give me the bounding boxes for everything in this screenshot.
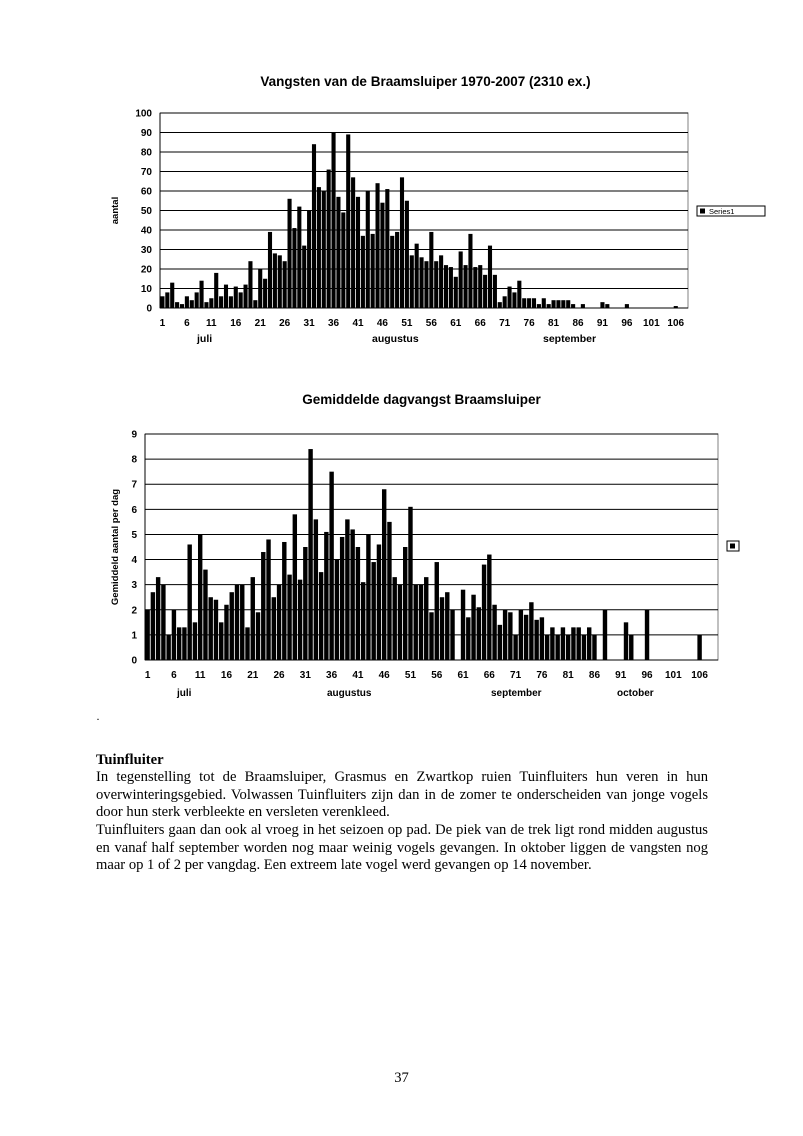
chart1-bar [180,304,184,308]
chart1-legend-swatch [700,209,705,214]
chart1-bar [204,302,208,308]
chart2-bar [172,610,176,660]
chart1-x-tick-label: 86 [572,318,584,329]
chart1-bar [224,285,228,308]
chart1-x-tick-label: 71 [499,318,511,329]
chart1-x-tick-label: 56 [425,318,437,329]
chart2-bar [161,585,165,660]
chart1-bar [327,170,331,308]
chart1-bar [537,304,541,308]
chart1-bar [512,292,516,308]
chart2-bar [419,585,423,660]
chart1-x-tick-label: 101 [642,318,660,329]
chart2-x-tick-label: 6 [171,670,177,681]
chart1-x-tick-label: 76 [523,318,535,329]
chart2-y-tick-label: 0 [131,655,137,667]
chart1-y-tick-label: 80 [140,147,152,159]
page-number: 37 [394,1070,409,1086]
chart2-bar [697,635,701,660]
chart2-bar [230,592,234,660]
chart2-x-tick-label: 11 [194,670,206,681]
chart2-bar [487,555,491,660]
chart2-bar [293,514,297,660]
chart1-bar [190,300,194,308]
chart2-bar [335,560,339,660]
chart1-x-tick-label: 106 [667,318,685,329]
chart1-bar [200,281,204,308]
chart2-x-tick-label: 51 [404,670,417,681]
chart1-bar [244,285,248,308]
chart1-bar [522,298,526,308]
chart1-bar [366,191,370,308]
chart2-bar [445,592,449,660]
chart2-bar [392,577,396,660]
chart2-bar [424,577,428,660]
chart1-bar [478,265,482,308]
chart2-bar [555,635,559,660]
chart1-x-tick-label: 1 [159,318,166,329]
chart2-bar [245,627,249,660]
chart2-bar [513,635,517,660]
section-paragraph-1: In tegenstelling tot de Braamsluiper, Grasmus en Zwartkop ruien Tuinfluiters hun veren in hun overwinteringsgebied. Volwassen Tuinfluiters zijn dan in de zomer te onderscheiden van jonge vogels door hun sterk verbleekte en versleten verenkleed. [96,769,708,821]
chart2-bar [592,635,596,660]
chart2-bar [193,622,197,660]
chart1-bar [288,199,292,308]
chart1-y-tick-label: 50 [140,206,152,217]
chart2-bar [387,522,391,660]
chart2-bar [466,617,470,660]
chart2-bar [361,582,365,660]
chart1-bar [385,189,389,308]
chart2-legend-swatch [730,544,735,549]
chart2-y-tick-label: 8 [131,454,137,466]
chart2-y-tick-label: 2 [131,605,137,617]
chart1-bar [322,191,326,308]
chart1-y-tick-label: 100 [135,108,152,120]
chart2-x-tick-label: 61 [457,670,469,681]
chart2-bar [540,617,544,660]
chart2-bar [534,620,538,660]
chart1-bar [209,298,213,308]
chart2-bar [587,627,591,660]
chart2-bar [319,572,323,660]
chart2-bar [440,597,444,660]
chart2-bar [166,635,170,660]
chart1-x-tick-label: 11 [206,318,217,329]
chart2-bar [519,610,523,660]
chart2-y-tick-label: 3 [131,580,137,592]
chart2-bar [350,529,354,660]
chart1-bar [556,300,560,308]
chart1-svg [0,100,803,440]
chart2-month-october: october [617,688,654,699]
section-heading: Tuinfluiter [96,752,164,768]
chart1-bar [571,304,575,308]
chart1-month-september: september [543,333,597,345]
chart2-bar [482,565,486,660]
chart1-x-tick-label: 61 [450,318,462,329]
chart2-bar [366,534,370,660]
chart1-bar [488,246,492,308]
chart1-y-tick-label: 30 [140,245,152,256]
chart2-month-juli: juli [177,688,192,699]
chart2-bar [324,532,328,660]
chart2-bar [340,537,344,660]
section-paragraph-2: Tuinfluiters gaan dan ook al vroeg in het seizoen op pad. De piek van de trek ligt rond midden augustus en vanaf half september worden nog maar weinig vogels gevangen. In oktober liggen de vangsten nog maar op 1 of 2 per vangdag. Een extreem late vogel werd gevangen op 14 november. [96,822,708,874]
chart2-bar [461,590,465,660]
chart1-bar [625,304,629,308]
chart2-bar [314,519,318,660]
chart2-y-axis-label: Gemiddeld aantal per dag [110,488,121,606]
chart1-bar [175,302,179,308]
chart1-bar [429,232,433,308]
chart2-month-september: september [491,688,542,699]
chart1-month-juli: juli [197,333,213,345]
chart2-bar [198,534,202,660]
chart2-x-tick-label: 106 [691,670,708,681]
chart1-bar [400,177,404,308]
chart2-bar [251,577,255,660]
chart2-bar [287,575,291,660]
chart1-x-tick-label: 81 [547,318,560,329]
chart1-y-axis-label: aantal [110,196,121,225]
chart1-x-tick-label: 96 [621,318,633,329]
chart2-bar [298,580,302,660]
chart2-bar [645,610,649,660]
chart1-month-augustus: augustus [372,333,419,345]
chart1-bar [195,292,199,308]
chart1-bar [376,183,380,308]
chart2-x-tick-label: 86 [588,670,601,681]
chart1-bar [444,265,448,308]
chart2-bar [382,489,386,660]
chart1-bar [532,298,536,308]
chart2-bar [272,597,276,660]
chart1-y-tick-label: 90 [140,128,152,139]
chart2-bar [209,597,213,660]
chart2-x-tick-label: 41 [352,670,364,681]
chart2-bar [377,544,381,660]
chart2-bar [471,595,475,660]
chart2-x-tick-label: 21 [247,670,259,681]
stray-mark: · [96,712,100,726]
chart2-bar [224,605,228,660]
chart2-bar [187,544,191,660]
chart2-bar [414,585,418,660]
chart2-bar [629,635,633,660]
chart2-bar [529,602,533,660]
chart1-x-tick-label: 66 [474,318,486,329]
chart2-x-tick-label: 56 [431,670,443,681]
chart2-x-tick-label: 36 [326,670,338,681]
chart2-bar [561,627,565,660]
chart1-bar [317,187,321,308]
chart1-bar [268,232,272,308]
chart2-bar [503,610,507,660]
chart1-y-tick-label: 0 [146,303,152,315]
chart1-y-tick-label: 60 [140,186,152,198]
chart1-x-tick-label: 6 [184,318,190,329]
chart2-bar [576,627,580,660]
chart2-bar [356,547,360,660]
chart1-bar [292,228,296,308]
chart2-bar [524,615,528,660]
chart1-x-tick-label: 41 [352,318,364,329]
chart2-y-tick-label: 5 [131,529,137,541]
chart2-x-tick-label: 26 [273,670,285,681]
chart2-x-tick-label: 81 [562,670,574,681]
chart2-bar [603,610,607,660]
chart2-x-tick-label: 101 [664,670,682,681]
chart2-bar [545,635,549,660]
chart2-bar [582,635,586,660]
chart1-bar [517,281,521,308]
chart1-bar [493,275,497,308]
chart1-bar [527,298,531,308]
chart1-x-tick-label: 16 [230,318,242,329]
chart2-bar [566,635,570,660]
chart2-svg [0,420,803,720]
chart2-bar [508,612,512,660]
chart2-bar [235,585,239,660]
chart2-bar [156,577,160,660]
chart2-bar [203,570,207,660]
chart1-bar [263,279,267,308]
chart1-bar [356,197,360,308]
chart1-y-tick-label: 40 [140,225,152,237]
chart2-y-tick-label: 1 [131,630,137,642]
chart1-bar [283,261,287,308]
chart1-bar [307,211,311,309]
chart2-y-tick-label: 7 [131,479,137,491]
chart1-bar [600,302,604,308]
chart2-y-tick-label: 4 [131,555,137,567]
chart1-bar [566,300,570,308]
chart2-y-tick-label: 6 [131,504,137,516]
chart1-bar [552,300,556,308]
chart2-bar [329,472,333,660]
chart1-bar [278,255,282,308]
chart2-title: Gemiddelde dagvangst Braamsluiper [302,392,541,407]
chart1-bar [380,203,384,308]
chart2-bar [492,605,496,660]
chart1-bar [361,236,365,308]
chart2-bar [403,547,407,660]
chart1-bar [239,292,243,308]
chart1-bar [351,177,355,308]
chart1-bar [336,197,340,308]
chart1-bar [454,277,458,308]
chart1-bar [185,296,189,308]
chart1-bar [468,234,472,308]
chart1-bar [234,287,238,308]
chart2-bar [408,507,412,660]
chart1-bar [214,273,218,308]
chart2-bar [151,592,155,660]
chart2-bar [477,607,481,660]
chart1-bar [449,267,453,308]
chart1-bar [547,304,551,308]
chart1-x-tick-label: 46 [376,318,389,329]
chart1-bar [229,296,233,308]
chart1-bar [420,257,424,308]
chart1-y-tick-label: 20 [140,264,152,276]
chart2-bar [240,585,244,660]
chart1-x-tick-label: 36 [327,318,340,329]
chart1-x-tick-label: 51 [401,318,413,329]
chart1-x-tick-label: 31 [303,318,315,329]
chart2-x-tick-label: 96 [641,670,653,681]
chart1-y-tick-label: 10 [140,284,152,295]
chart2-x-tick-label: 31 [299,670,311,681]
chart2-bar [214,600,218,660]
chart1-bar [258,269,262,308]
chart2-bar [308,449,312,660]
chart1-bar [605,304,609,308]
chart2-bar [282,542,286,660]
chart2-bar [498,625,502,660]
chart1-x-tick-label: 91 [596,318,609,329]
chart2-bar [277,585,281,660]
chart2-bar [177,627,181,660]
chart2-bar [371,562,375,660]
chart1-bar [332,133,336,309]
chart1-bar [439,255,443,308]
chart1-bar [395,232,399,308]
chart1-bar [160,296,164,308]
chart2-bar [345,519,349,660]
chart2-bar [145,610,149,660]
chart1-bar [459,251,463,308]
chart2-bar [435,562,439,660]
chart1-bar [483,275,487,308]
chart2-bar [219,622,223,660]
chart2-bar [398,585,402,660]
chart2-y-tick-label: 9 [131,429,137,441]
chart1-bar [415,244,419,308]
chart1-bar [473,267,477,308]
chart2-x-tick-label: 1 [144,670,151,681]
chart2-bar [261,552,265,660]
chart1-bar [170,283,174,308]
chart2-x-tick-label: 91 [615,670,627,681]
chart1-bar [253,300,257,308]
chart1-bar [341,212,345,308]
chart1-bar [312,144,316,308]
chart1-bar [165,292,169,308]
chart2-bar [624,622,628,660]
chart1-bar [561,300,565,308]
chart1-x-tick-label: 21 [254,318,266,329]
chart1-bar [297,207,301,308]
chart1-bar [346,134,350,308]
chart2-x-tick-label: 66 [483,670,495,681]
chart1-x-tick-label: 26 [279,318,291,329]
chart2-bar [266,539,270,660]
chart1-bar [508,287,512,308]
chart1-bar [424,261,428,308]
chart2-bar [256,612,260,660]
chart1-bar [405,201,409,308]
chart2-bar [450,610,454,660]
chart2-x-tick-label: 76 [536,670,548,681]
chart2-bar [303,547,307,660]
chart1-bar [503,296,507,308]
chart2-x-tick-label: 46 [378,670,390,681]
chart2-bar [571,627,575,660]
chart1-bar [273,253,277,308]
chart1-bar [498,302,502,308]
chart1-bar [542,298,546,308]
chart1-bar [581,304,585,308]
chart1-bar [390,236,394,308]
chart1-bar [219,296,223,308]
chart2-x-tick-label: 16 [220,670,233,681]
chart2-bar [429,612,433,660]
chart1-bar [434,261,438,308]
chart2-x-tick-label: 71 [510,670,522,681]
chart1-title: Vangsten van de Braamsluiper 1970-2007 (2310 ex.) [260,74,591,89]
chart1-legend-label: Series1 [709,207,735,216]
chart1-bar [371,234,375,308]
chart1-bar [410,255,414,308]
chart2-month-augustus: augustus [327,688,372,699]
chart1-bar [464,265,468,308]
chart1-bar [248,261,252,308]
chart1-y-tick-label: 70 [140,167,152,178]
chart1-bar [302,246,306,308]
chart2-bar [550,627,554,660]
chart2-bar [182,627,186,660]
